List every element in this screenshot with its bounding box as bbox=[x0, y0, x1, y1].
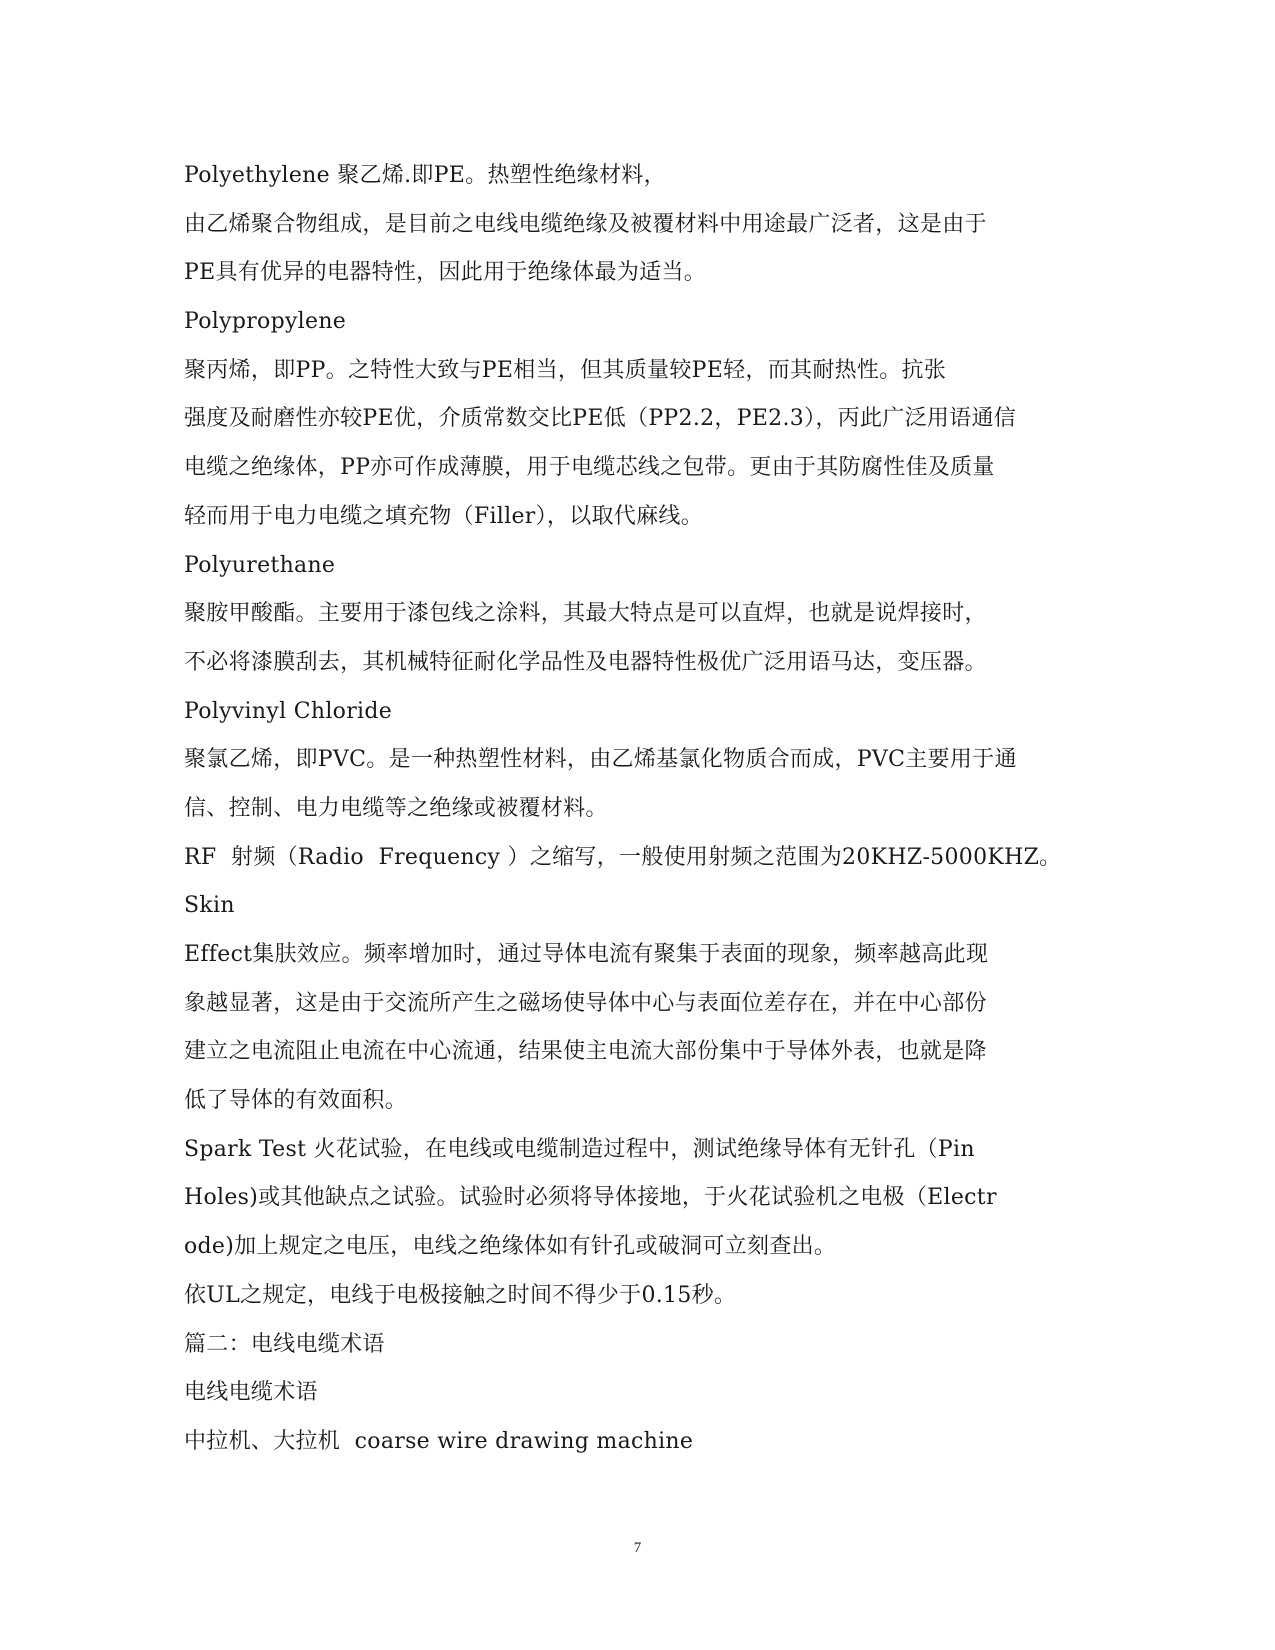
text-line: Polyethylene 聚乙烯.即PE。热塑性绝缘材料， bbox=[184, 163, 666, 188]
text-line: Polypropylene bbox=[184, 309, 347, 335]
text-line: RF 射频（Radio Frequency ）之缩写，一般使用射频之范围为20KHZ-5000KHZ。 bbox=[184, 844, 1062, 870]
section-subheading: 电线电缆术语 bbox=[184, 1380, 318, 1406]
text-line: 中拉机、大拉机 coarse wire drawing machine bbox=[184, 1428, 694, 1454]
text-line: 依UL之规定，电线于电极接触之时间不得少于0.15秒。 bbox=[184, 1282, 737, 1308]
text-line: 电缆之绝缘体，PP亦可作成薄膜，用于电缆芯线之包带。更由于其防腐性佳及质量 bbox=[184, 455, 995, 481]
page-number: 7 bbox=[633, 1540, 642, 1556]
text-line: 聚丙烯，即PP。之特性大致与PE相当，但其质量较PE轻，而其耐热性。抗张 bbox=[184, 357, 947, 383]
text-line: Polyvinyl Chloride bbox=[184, 698, 393, 724]
text-line: PE具有优异的电器特性，因此用于绝缘体最为适当。 bbox=[184, 260, 707, 286]
text-line: 建立之电流阻止电流在中心流通，结果使主电流大部份集中于导体外表，也就是降 bbox=[184, 1039, 987, 1065]
text-line: 低了导体的有效面积。 bbox=[184, 1088, 408, 1114]
section-heading: 篇二：电线电缆术语 bbox=[184, 1331, 385, 1357]
text-line: 强度及耐磨性亦较PE优，介质常数交比PE低（PP2.2，PE2.3），丙此广泛用语通信 bbox=[184, 406, 1017, 432]
text-line: Skin bbox=[184, 893, 235, 919]
text-line: ode)加上规定之电压，电线之绝缘体如有针孔或破洞可立刻查出。 bbox=[184, 1234, 837, 1260]
text-line: 信、控制、电力电缆等之绝缘或被覆材料。 bbox=[184, 795, 608, 821]
text-line: 不必将漆膜刮去，其机械特征耐化学品性及电器特性极优广泛用语马达，变压器。 bbox=[184, 649, 987, 675]
text-line: Spark Test 火花试验，在电线或电缆制造过程中，测试绝缘导体有无针孔（Pin bbox=[184, 1136, 975, 1162]
text-line: 象越显著，这是由于交流所产生之磁场使导体中心与表面位差存在，并在中心部份 bbox=[184, 990, 987, 1016]
text-line: 聚胺甲酸酯。主要用于漆包线之涂料，其最大特点是可以直焊，也就是说焊接时， bbox=[184, 601, 987, 627]
text-line: 轻而用于电力电缆之填充物（Filler），以取代麻线。 bbox=[184, 503, 704, 529]
text-line: Effect集肤效应。频率增加时，通过导体电流有聚集于表面的现象，频率越高此现 bbox=[184, 942, 989, 967]
text-line: Polyurethane bbox=[184, 552, 336, 578]
text-line: Holes)或其他缺点之试验。试验时必须将导体接地，于火花试验机之电极（Electr bbox=[184, 1185, 997, 1211]
text-line: 由乙烯聚合物组成，是目前之电线电缆绝缘及被覆材料中用途最广泛者，这是由于 bbox=[184, 211, 987, 237]
document-body bbox=[184, 152, 1094, 1467]
text-line: 聚氯乙烯，即PVC。是一种热塑性材料，由乙烯基氯化物质合而成，PVC主要用于通 bbox=[184, 747, 1017, 773]
